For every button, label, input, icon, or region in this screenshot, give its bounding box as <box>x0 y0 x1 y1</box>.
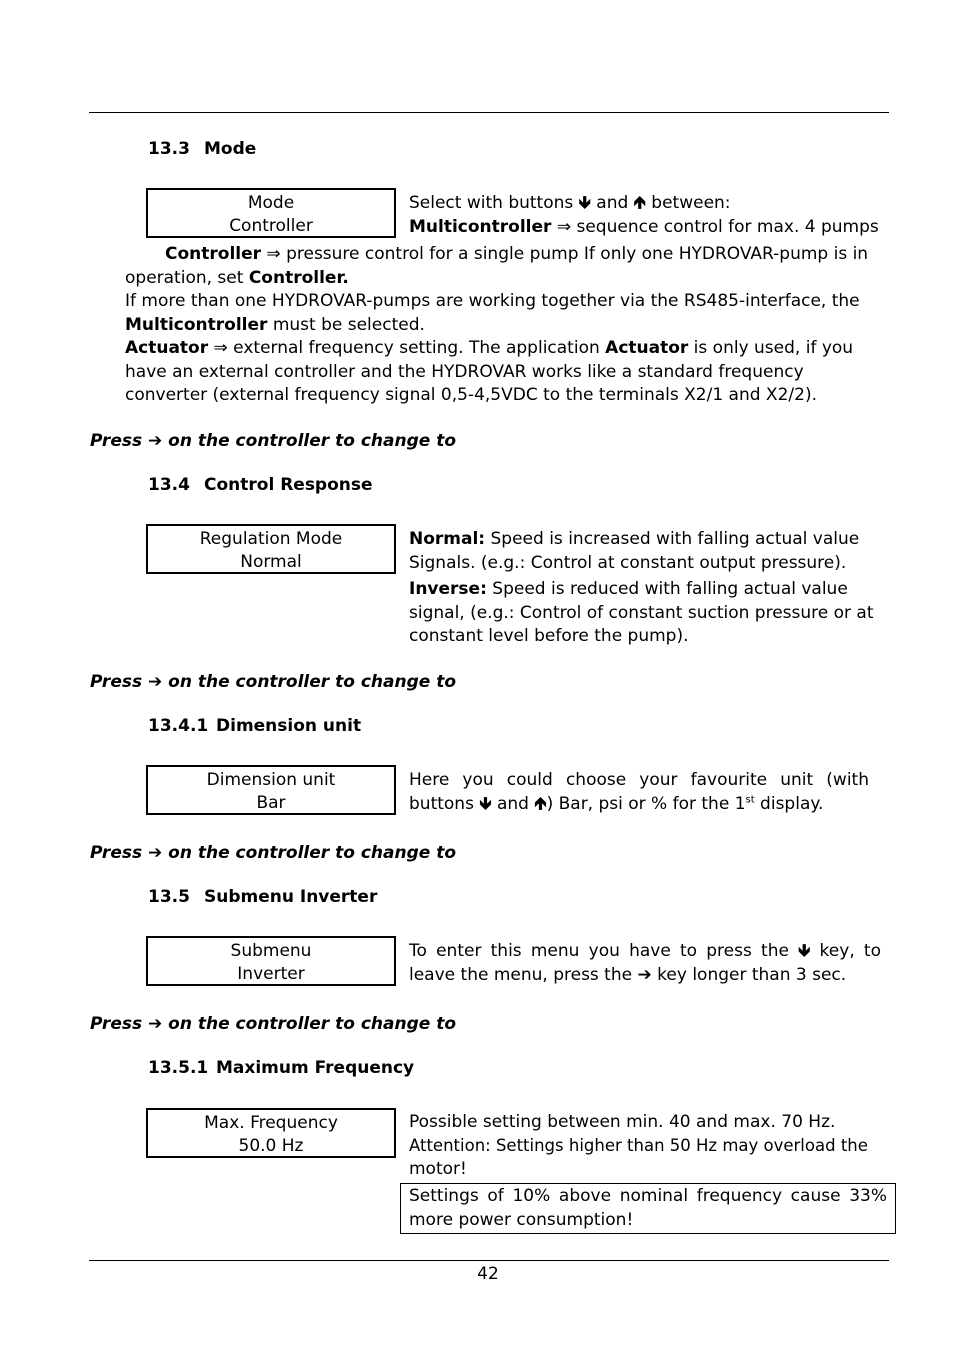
inverse-label: Inverse: <box>409 579 487 599</box>
down-arrow-icon: 🡻 <box>798 941 811 961</box>
right-arrow-icon: ➔ <box>148 843 163 863</box>
implies-symbol: ⇒ <box>556 216 572 237</box>
text: Attention: Settings higher than 50 Hz may overload the <box>409 1135 868 1155</box>
text: Select with buttons <box>409 193 579 213</box>
display-line-2: Normal <box>240 552 302 572</box>
press-instruction <box>90 843 456 863</box>
text: ) Bar, psi or % for the 1 <box>546 793 746 814</box>
section-number: 13.5.1 <box>148 1058 209 1078</box>
text: buttons <box>409 793 480 814</box>
section-title: Mode <box>204 139 257 159</box>
right-arrow-icon: ➔ <box>148 1014 163 1034</box>
display-line-2: Controller <box>229 216 313 236</box>
right-arrow-icon: ➔ <box>148 431 163 451</box>
multicontroller-label: Multicontroller <box>125 314 268 335</box>
text: more power consumption! <box>409 1209 634 1230</box>
display-line-1: Dimension unit <box>206 770 336 790</box>
text: on the controller to change to <box>162 672 456 692</box>
mode-controller-paragraph <box>125 243 890 290</box>
superscript: st <box>745 793 755 805</box>
text: Press <box>90 1014 149 1034</box>
implies-symbol: ⇒ <box>213 338 228 358</box>
text: and <box>590 193 634 213</box>
section-heading-dimension-unit <box>148 716 361 736</box>
text: between: <box>645 193 731 213</box>
press-instruction <box>90 1014 456 1034</box>
down-arrow-icon: 🡻 <box>479 793 492 814</box>
section-title: Maximum Frequency <box>216 1058 415 1078</box>
display-box-regulation-mode <box>146 524 396 574</box>
text: sequence control for max. 4 pumps <box>571 216 879 237</box>
section-number: 13.4 <box>148 475 190 495</box>
footer-rule <box>89 1260 889 1261</box>
display-line-1: Max. Frequency <box>204 1113 338 1133</box>
display-box-mode <box>146 188 396 238</box>
header-rule <box>89 112 889 113</box>
section-heading-submenu-inverter <box>148 887 377 907</box>
section-number: 13.3 <box>148 139 190 159</box>
dimension-unit-description <box>409 769 869 816</box>
text: If more than one HYDROVAR-pumps are working together via the RS485-interface, the <box>125 291 860 311</box>
text: To enter this menu you have to press the <box>409 941 799 961</box>
section-title: Control Response <box>204 475 373 495</box>
text: key longer than 3 sec. <box>651 964 847 985</box>
mode-actuator-paragraph <box>125 337 890 408</box>
display-line-2: Inverter <box>237 964 305 984</box>
multicontroller-label: Multicontroller <box>409 216 552 237</box>
press-instruction <box>90 672 456 692</box>
press-instruction <box>90 431 456 451</box>
mode-description <box>409 192 886 239</box>
text: key, to <box>810 941 881 961</box>
inverse-description <box>409 578 886 649</box>
up-arrow-icon: 🡹 <box>534 793 547 814</box>
section-heading-maximum-frequency <box>148 1058 414 1078</box>
text: Press <box>90 843 149 863</box>
text: Settings of 10% above nominal frequency cause 33% <box>409 1186 887 1206</box>
section-number: 13.5 <box>148 887 190 907</box>
max-frequency-description <box>409 1111 886 1183</box>
text: Press <box>90 672 149 692</box>
display-line-1: Mode <box>247 193 295 213</box>
section-heading-control-response <box>148 475 373 495</box>
implies-symbol: ⇒ <box>266 244 281 264</box>
text: leave the menu, press the <box>409 964 638 985</box>
text: Speed is increased with falling actual value Signals. (e.g.: Control at constant output pressure). <box>409 529 860 573</box>
text: Speed is reduced with falling actual value signal, (e.g.: Control of constant suction pressure or at constant level before the pump). <box>409 579 874 646</box>
text: on the controller to change to <box>162 1014 456 1034</box>
text: Press <box>90 431 149 451</box>
page-number: 42 <box>477 1264 499 1284</box>
power-consumption-note <box>400 1183 896 1234</box>
text: Possible setting between min. 40 and max. 70 Hz. <box>409 1112 836 1132</box>
display-box-max-frequency <box>146 1108 396 1158</box>
submenu-inverter-description <box>409 940 881 987</box>
display-line-2: 50.0 Hz <box>238 1136 304 1156</box>
display-box-dimension-unit <box>146 765 396 815</box>
controller-label: Controller. <box>248 267 349 288</box>
up-arrow-icon: 🡹 <box>633 193 646 213</box>
section-title: Dimension unit <box>216 716 362 736</box>
text: external frequency setting. The application <box>227 338 606 358</box>
text: and <box>491 793 535 814</box>
text: must be selected. <box>267 314 425 335</box>
mode-multi-paragraph <box>125 290 890 337</box>
display-line-2: Bar <box>256 793 286 813</box>
normal-label: Normal: <box>409 529 486 549</box>
down-arrow-icon: 🡻 <box>578 193 591 213</box>
display-box-submenu-inverter <box>146 936 396 986</box>
right-arrow-icon: ➔ <box>637 964 652 985</box>
section-heading-mode <box>148 139 256 159</box>
right-arrow-icon: ➔ <box>148 672 163 692</box>
actuator-label: Actuator <box>125 338 209 358</box>
section-title: Submenu Inverter <box>204 887 378 907</box>
controller-label: Controller <box>165 244 262 264</box>
text: Here you could choose your favourite unit (with <box>409 770 869 790</box>
text: pressure control for a single pump If only one HYDROVAR-pump is in operation, set <box>125 244 869 288</box>
section-number: 13.4.1 <box>148 716 209 736</box>
normal-description <box>409 528 886 575</box>
text: motor! <box>409 1158 467 1179</box>
display-line-1: Submenu <box>230 941 312 961</box>
text: is only used, if you have an external controller and the HYDROVAR works like a standard frequency converter (external frequency signal 0,5-4,5VDC to the terminals X2/1 and X2/2). <box>125 338 854 405</box>
text: on the controller to change to <box>162 843 456 863</box>
text: display. <box>754 793 824 814</box>
text: on the controller to change to <box>162 431 456 451</box>
actuator-label: Actuator <box>605 338 689 358</box>
display-line-1: Regulation Mode <box>199 529 343 549</box>
